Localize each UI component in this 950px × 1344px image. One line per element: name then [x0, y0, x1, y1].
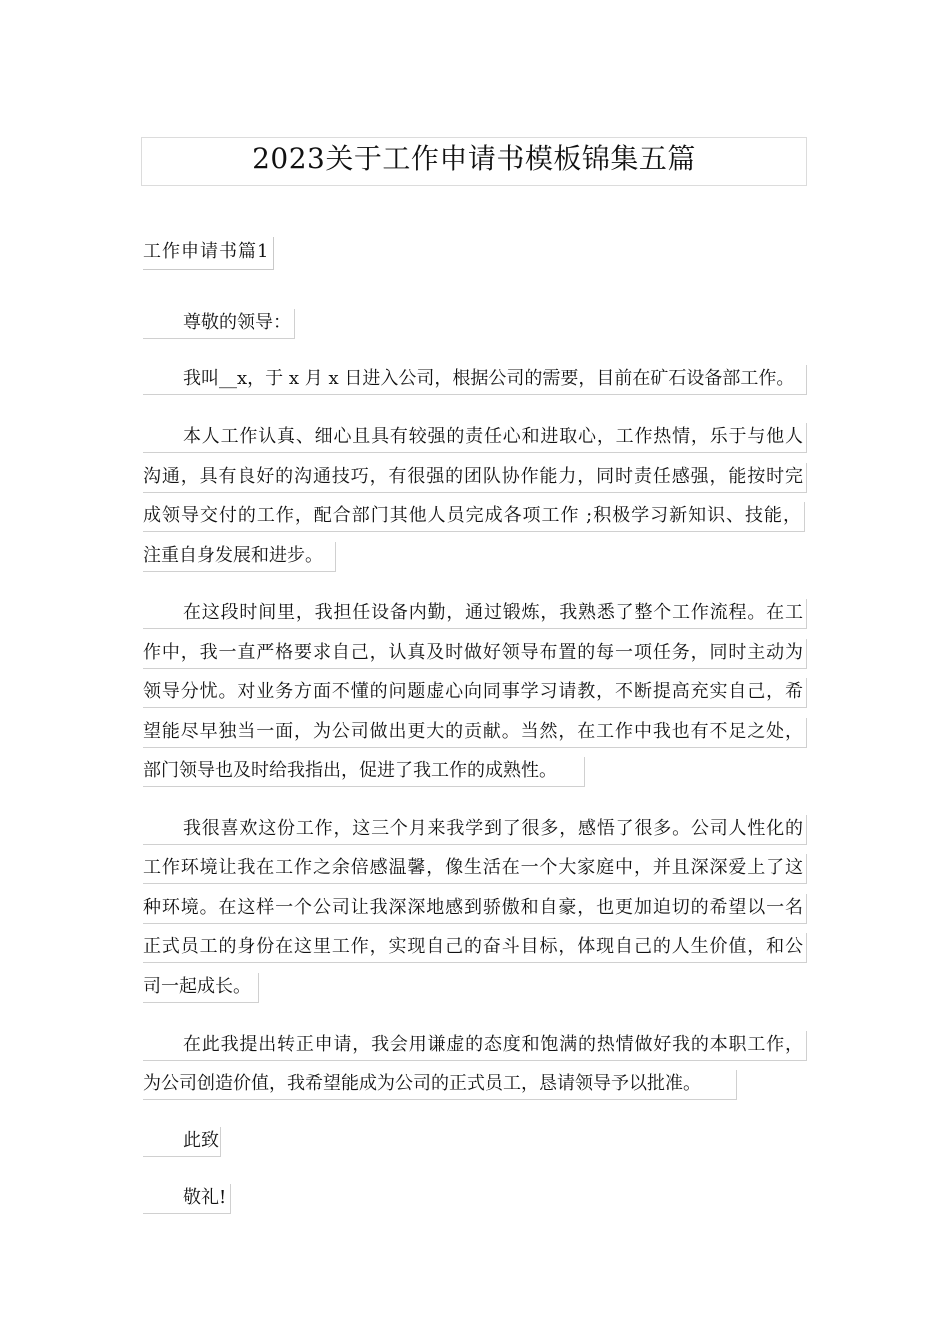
paragraph-line: 工作环境让我在工作之余倍感温馨，像生活在一个大家庭中，并且深深爱上了这	[143, 854, 807, 884]
paragraph-line: 正式员工的身份在这里工作，实现自己的奋斗目标，体现自己的人生价值，和公	[143, 933, 807, 963]
paragraph-line: 司一起成长。	[143, 973, 259, 1003]
section-heading: 工作申请书篇1	[143, 237, 274, 270]
paragraph-line: 领导分忧。对业务方面不懂的问题虚心向同事学习请教，不断提高充实自己，希	[143, 678, 807, 708]
paragraph-line: 在这段时间里，我担任设备内勤，通过锻炼，我熟悉了整个工作流程。在工	[143, 599, 807, 629]
closing-line: 敬礼!	[143, 1184, 231, 1214]
paragraph-line: 我叫__x，于 x 月 x 日进入公司，根据公司的需要，目前在矿石设备部工作。	[143, 365, 807, 395]
paragraph-line: 为公司创造价值，我希望能成为公司的正式员工，恳请领导予以批准。	[143, 1070, 737, 1100]
paragraph-line: 作中，我一直严格要求自己，认真及时做好领导布置的每一项任务，同时主动为	[143, 639, 807, 669]
closing-line: 此致	[143, 1127, 221, 1157]
paragraph-line: 注重自身发展和进步。	[143, 542, 336, 572]
paragraph-line: 沟通，具有良好的沟通技巧，有很强的团队协作能力，同时责任感强，能按时完	[143, 463, 807, 493]
paragraph-line: 望能尽早独当一面，为公司做出更大的贡献。当然，在工作中我也有不足之处，	[143, 718, 807, 748]
paragraph-line: 我很喜欢这份工作，这三个月来我学到了很多，感悟了很多。公司人性化的	[143, 815, 807, 845]
document-title: 2023关于工作申请书模板锦集五篇	[252, 142, 696, 175]
paragraph-line: 成领导交付的工作，配合部门其他人员完成各项工作 ;积极学习新知识、技能，	[143, 502, 805, 532]
paragraph-line: 本人工作认真、细心且具有较强的责任心和进取心，工作热情，乐于与他人	[143, 423, 807, 453]
paragraph-line: 部门领导也及时给我指出，促进了我工作的成熟性。	[143, 757, 585, 787]
paragraph-line: 在此我提出转正申请，我会用谦虚的态度和饱满的热情做好我的本职工作，	[143, 1031, 807, 1061]
salutation: 尊敬的领导：	[143, 309, 295, 339]
paragraph-line: 种环境。在这样一个公司让我深深地感到骄傲和自豪，也更加迫切的希望以一名	[143, 894, 807, 924]
